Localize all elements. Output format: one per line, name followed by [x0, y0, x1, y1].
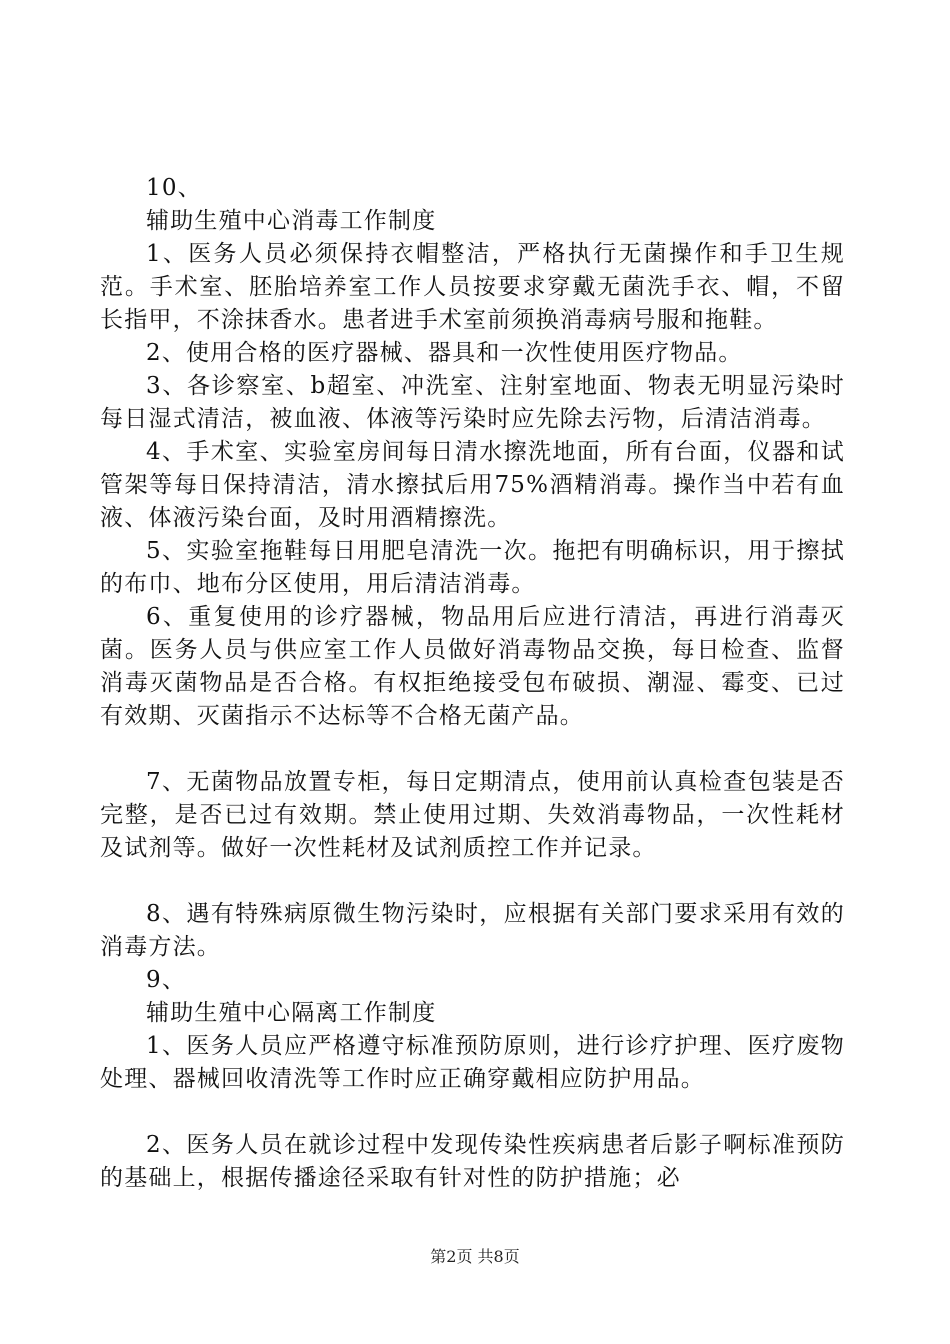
paragraph: 5、实验室拖鞋每日用肥皂清洗一次。拖把有明确标识，用于擦拭的布巾、地布分区使用，用后清洁消毒。 — [100, 538, 845, 597]
document-body — [100, 172, 845, 1195]
paragraph: 6、重复使用的诊疗器械，物品用后应进行清洁，再进行消毒灭菌。医务人员与供应室工作人员做好消毒物品交换，每日检查、监督消毒灭菌物品是否合格。有权拒绝接受包布破损、潮湿、霉变、已过有效期、灭菌指示不达标等不合格无菌产品。 — [100, 604, 845, 729]
section-number: 10、 — [146, 175, 202, 201]
paragraph: 1、医务人员必须保持衣帽整洁，严格执行无菌操作和手卫生规范。手术室、胚胎培养室工作人员按要求穿戴无菌洗手衣、帽，不留长指甲，不涂抹香水。患者进手术室前须换消毒病号服和拖鞋。 — [100, 241, 845, 333]
section-title: 辅助生殖中心隔离工作制度 — [146, 1000, 437, 1026]
paragraph: 3、各诊察室、b超室、冲洗室、注射室地面、物表无明显污染时每日湿式清洁，被血液、体液等污染时应先除去污物，后清洁消毒。 — [100, 373, 845, 432]
page-number: 第2页 共8页 — [430, 1247, 520, 1266]
section-title: 辅助生殖中心消毒工作制度 — [146, 208, 437, 234]
section-number: 9、 — [146, 967, 187, 993]
paragraph: 8、遇有特殊病原微生物污染时，应根据有关部门要求采用有效的消毒方法。 — [100, 901, 845, 960]
paragraph: 2、医务人员在就诊过程中发现传染性疾病患者后影子啊标准预防的基础上，根据传播途径采取有针对性的防护措施；必 — [100, 1132, 845, 1191]
paragraph: 4、手术室、实验室房间每日清水擦洗地面，所有台面，仪器和试管架等每日保持清洁，清水擦拭后用75%酒精消毒。操作当中若有血液、体液污染台面，及时用酒精擦洗。 — [100, 439, 845, 531]
paragraph: 7、无菌物品放置专柜，每日定期清点，使用前认真检查包装是否完整，是否已过有效期。禁止使用过期、失效消毒物品，一次性耗材及试剂等。做好一次性耗材及试剂质控工作并记录。 — [100, 769, 845, 861]
paragraph: 2、使用合格的医疗器械、器具和一次性使用医疗物品。 — [146, 340, 743, 366]
paragraph: 1、医务人员应严格遵守标准预防原则，进行诊疗护理、医疗废物处理、器械回收清洗等工作时应正确穿戴相应防护用品。 — [100, 1033, 845, 1092]
